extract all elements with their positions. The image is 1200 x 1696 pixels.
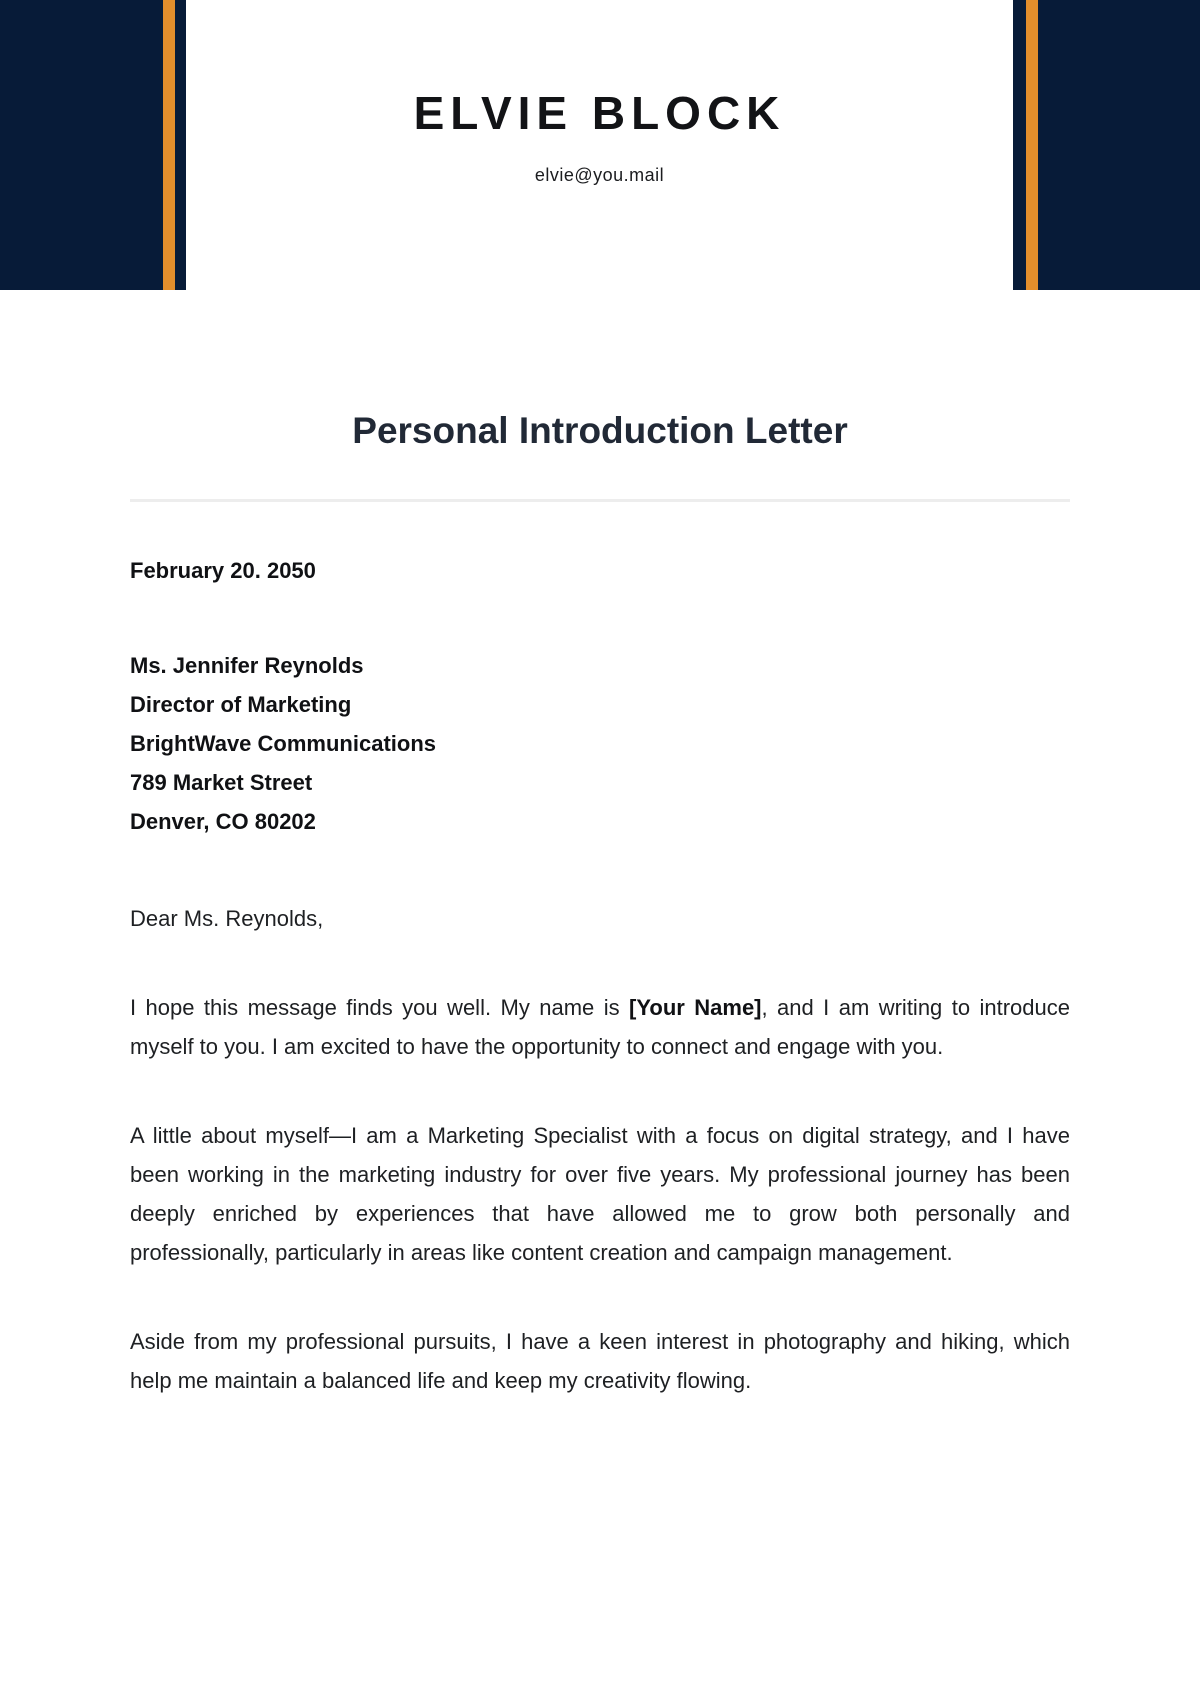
salutation: Dear Ms. Reynolds, <box>130 906 324 932</box>
letter-date: February 20. 2050 <box>130 558 316 584</box>
body-paragraph-2: A little about myself—I am a Marketing Specialist with a focus on digital strategy, and I have been working in the marketing industry for over five years. My professional journey has been deeply enriched by experiences that have allowed me to grow both personally and professionally, particularly in areas like content creation and campaign management. <box>130 1123 1070 1266</box>
page-header <box>0 0 1200 290</box>
your-name-placeholder: [Your Name] <box>629 995 762 1021</box>
header-right-orange-stripe <box>1026 0 1038 290</box>
header-left-block <box>0 0 186 290</box>
paragraph1-after-name: , and I am writing to introduce myself to you. I am excited to have the opportunity to connect and engage with you. <box>130 995 1070 1060</box>
paragraph1-before-name: I hope this message finds you well. My name is <box>130 995 630 1021</box>
header-left-navy-edge <box>175 0 186 290</box>
title-divider <box>130 499 1070 502</box>
sender-name: ELVIE BLOCK <box>413 87 786 139</box>
recipient-street: 789 Market Street <box>130 770 313 796</box>
body-paragraph-1 <box>130 988 1070 1066</box>
header-right-navy-panel <box>1038 0 1200 290</box>
header-left-navy-panel <box>0 0 163 290</box>
header-right-navy-edge <box>1013 0 1026 290</box>
recipient-address-block <box>130 646 1070 841</box>
letter-content <box>130 408 1070 1400</box>
header-identity <box>186 0 1013 290</box>
header-right-block <box>1013 0 1200 290</box>
recipient-company: BrightWave Communications <box>130 731 436 757</box>
document-title: Personal Introduction Letter <box>352 410 848 451</box>
recipient-city-state-zip: Denver, CO 80202 <box>130 809 316 835</box>
sender-email: elvie@you.mail <box>534 164 665 185</box>
recipient-name: Ms. Jennifer Reynolds <box>130 653 364 679</box>
recipient-job-title: Director of Marketing <box>130 692 352 718</box>
header-left-orange-stripe <box>163 0 175 290</box>
body-paragraph-3: Aside from my professional pursuits, I have a keen interest in photography and hiking, which help me maintain a balanced life and keep my creativity flowing. <box>130 1329 1070 1394</box>
